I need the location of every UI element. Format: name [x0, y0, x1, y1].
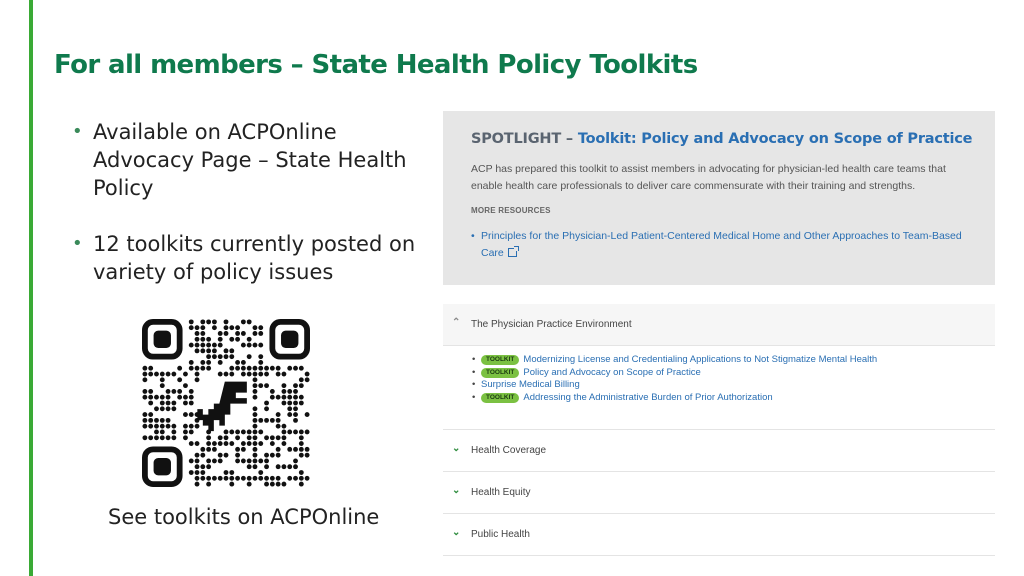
accordion-header-label: The Physician Practice Environment	[471, 319, 632, 330]
qr-code[interactable]	[142, 319, 310, 487]
resources-list	[471, 228, 971, 262]
accordion-section-health-coverage[interactable]	[443, 430, 995, 472]
accordion-section-health-equity[interactable]	[443, 472, 995, 514]
toolkit-item[interactable]	[481, 354, 995, 367]
accordion-header-label: Public Health	[471, 529, 530, 540]
spotlight-toolkit-link[interactable]: Toolkit: Policy and Advocacy on Scope of Practice	[577, 131, 973, 147]
accordion-header-label: Health Coverage	[471, 445, 547, 456]
bullet-item: • Available on ACPOnline Advocacy Page – State Health Policy	[72, 118, 432, 202]
accordion-header[interactable]	[443, 304, 995, 346]
slide-title: For all members – State Health Policy Toolkits	[54, 50, 698, 80]
policy-accordion	[443, 304, 995, 556]
resource-link-item[interactable]	[481, 228, 971, 262]
more-resources-label: MORE RESOURCES	[471, 206, 551, 215]
toolkit-badge: TOOLKIT	[481, 355, 519, 365]
left-accent-bar	[29, 0, 33, 576]
bullet-list	[72, 118, 432, 314]
accordion-body	[443, 346, 995, 430]
toolkit-link[interactable]: Policy and Advocacy on Scope of Practice	[523, 366, 701, 378]
spotlight-kicker: SPOTLIGHT –	[471, 131, 573, 147]
accordion-section-public-health[interactable]	[443, 514, 995, 556]
spotlight-panel	[443, 111, 995, 285]
bullet-item: • 12 toolkits currently posted on variety of policy issues	[72, 230, 432, 286]
spotlight-heading	[471, 131, 972, 147]
chevron-down-icon[interactable]: ⌄	[452, 443, 461, 454]
external-link-icon[interactable]	[508, 248, 517, 257]
toolkit-link[interactable]: Surprise Medical Billing	[481, 379, 580, 390]
resource-link[interactable]: Principles for the Physician-Led Patient-Centered Medical Home and Other Approaches to Team-Based Care	[481, 230, 962, 259]
chevron-up-icon[interactable]: ⌃	[452, 317, 461, 328]
toolkit-link[interactable]: Modernizing License and Credentialing Applications to Not Stigmatize Mental Health	[523, 354, 878, 365]
toolkit-item[interactable]	[481, 379, 995, 392]
qr-caption: See toolkits on ACPOnline	[108, 505, 380, 529]
toolkit-link[interactable]: Addressing the Administrative Burden of Prior Authorization	[523, 391, 773, 403]
spotlight-description: ACP has prepared this toolkit to assist members in advocating for physician-led health care teams that enable health care professionals to deliver care commensurate with their training and strengths.	[471, 163, 946, 192]
chevron-down-icon[interactable]: ⌄	[452, 527, 461, 538]
accordion-header-label: Health Equity	[471, 487, 531, 498]
toolkit-badge: TOOLKIT	[481, 393, 519, 403]
toolkit-list	[481, 354, 995, 404]
toolkit-badge: TOOLKIT	[481, 368, 519, 378]
chevron-down-icon[interactable]: ⌄	[452, 485, 461, 496]
toolkit-item[interactable]	[481, 392, 995, 405]
accordion-section-open	[443, 304, 995, 430]
toolkit-item[interactable]	[481, 367, 995, 380]
